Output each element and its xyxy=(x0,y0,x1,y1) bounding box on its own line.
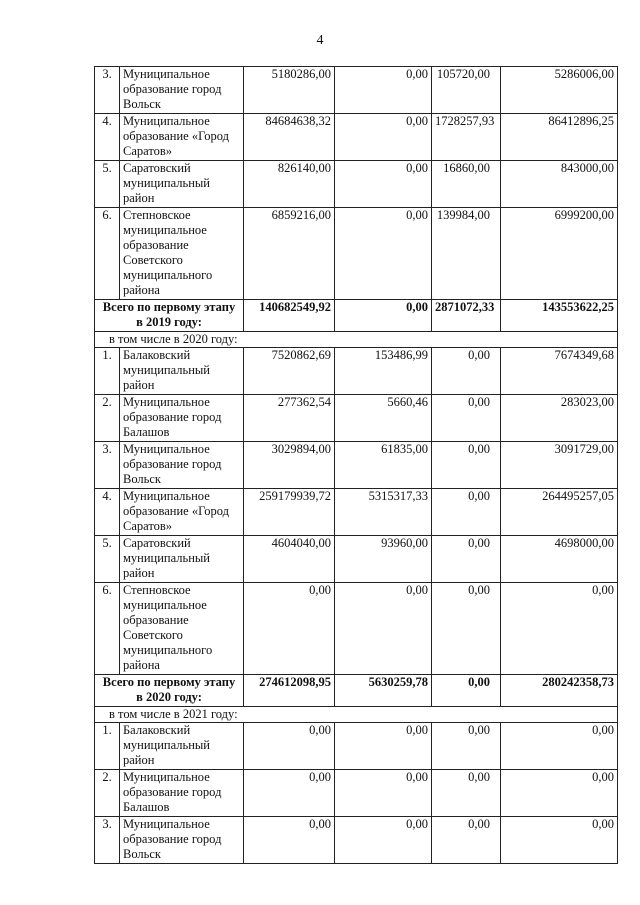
value-col-1: 7520862,69 xyxy=(244,348,335,395)
value-total: 0,00 xyxy=(501,583,618,675)
value-col-1: 4604040,00 xyxy=(244,536,335,583)
year-subheading-row xyxy=(95,707,618,723)
row-number: 3. xyxy=(95,442,120,489)
year-subheading: в том числе в 2020 году: xyxy=(95,332,618,348)
municipality-name: Саратовский муниципальный район xyxy=(120,536,244,583)
value-col-2: 0,00 xyxy=(335,67,432,114)
value-total: 4698000,00 xyxy=(501,536,618,583)
table-row xyxy=(95,208,618,300)
municipality-name: Степновское муниципальное образование Советского муниципального района xyxy=(120,208,244,300)
value-col-3: 0,00 xyxy=(432,395,501,442)
municipality-name: Муниципальное образование город Балашов xyxy=(120,770,244,817)
total-value-col-3: 2871072,33 xyxy=(432,300,501,332)
table-row xyxy=(95,817,618,864)
municipality-name: Саратовский муниципальный район xyxy=(120,161,244,208)
value-col-2: 0,00 xyxy=(335,770,432,817)
table-row xyxy=(95,489,618,536)
table-row xyxy=(95,442,618,489)
total-value-col-2: 0,00 xyxy=(335,300,432,332)
value-col-1: 259179939,72 xyxy=(244,489,335,536)
value-col-1: 3029894,00 xyxy=(244,442,335,489)
value-total: 7674349,68 xyxy=(501,348,618,395)
value-col-1: 826140,00 xyxy=(244,161,335,208)
municipality-name: Балаковский муниципальный район xyxy=(120,348,244,395)
value-total: 0,00 xyxy=(501,817,618,864)
row-number: 6. xyxy=(95,208,120,300)
funding-table-body xyxy=(95,67,618,864)
total-value-sum: 280242358,73 xyxy=(501,675,618,707)
value-col-2: 93960,00 xyxy=(335,536,432,583)
value-col-1: 6859216,00 xyxy=(244,208,335,300)
value-col-1: 84684638,32 xyxy=(244,114,335,161)
value-col-3: 0,00 xyxy=(432,442,501,489)
value-col-2: 61835,00 xyxy=(335,442,432,489)
value-col-3: 0,00 xyxy=(432,536,501,583)
row-number: 2. xyxy=(95,395,120,442)
municipality-name: Муниципальное образование город Вольск xyxy=(120,67,244,114)
table-row xyxy=(95,114,618,161)
row-number: 1. xyxy=(95,348,120,395)
row-number: 3. xyxy=(95,67,120,114)
value-col-1: 5180286,00 xyxy=(244,67,335,114)
value-total: 0,00 xyxy=(501,770,618,817)
municipality-name: Муниципальное образование «Город Саратов» xyxy=(120,114,244,161)
value-col-3: 0,00 xyxy=(432,489,501,536)
table-row xyxy=(95,536,618,583)
value-total: 264495257,05 xyxy=(501,489,618,536)
table-row xyxy=(95,723,618,770)
table-row xyxy=(95,395,618,442)
table-row xyxy=(95,770,618,817)
value-col-1: 0,00 xyxy=(244,817,335,864)
municipality-name: Степновское муниципальное образование Советского муниципального района xyxy=(120,583,244,675)
table-row xyxy=(95,161,618,208)
value-total: 283023,00 xyxy=(501,395,618,442)
row-number: 5. xyxy=(95,161,120,208)
total-row xyxy=(95,300,618,332)
total-value-col-1: 140682549,92 xyxy=(244,300,335,332)
value-col-1: 0,00 xyxy=(244,583,335,675)
value-col-1: 277362,54 xyxy=(244,395,335,442)
municipality-name: Муниципальное образование «Город Саратов» xyxy=(120,489,244,536)
value-col-3: 139984,00 xyxy=(432,208,501,300)
row-number: 2. xyxy=(95,770,120,817)
value-total: 5286006,00 xyxy=(501,67,618,114)
value-total: 6999200,00 xyxy=(501,208,618,300)
row-number: 1. xyxy=(95,723,120,770)
value-col-1: 0,00 xyxy=(244,723,335,770)
value-col-2: 0,00 xyxy=(335,583,432,675)
row-number: 3. xyxy=(95,817,120,864)
municipality-name: Муниципальное образование город Балашов xyxy=(120,395,244,442)
total-label: Всего по первому этапу в 2019 году: xyxy=(95,300,244,332)
municipality-name: Муниципальное образование город Вольск xyxy=(120,442,244,489)
value-total: 0,00 xyxy=(501,723,618,770)
value-col-1: 0,00 xyxy=(244,770,335,817)
value-col-3: 0,00 xyxy=(432,583,501,675)
table-row xyxy=(95,583,618,675)
page-number: 4 xyxy=(316,33,324,48)
value-col-2: 5660,46 xyxy=(335,395,432,442)
total-value-col-2: 5630259,78 xyxy=(335,675,432,707)
row-number: 6. xyxy=(95,583,120,675)
value-col-2: 0,00 xyxy=(335,723,432,770)
value-col-3: 16860,00 xyxy=(432,161,501,208)
total-row xyxy=(95,675,618,707)
value-col-2: 5315317,33 xyxy=(335,489,432,536)
row-number: 4. xyxy=(95,489,120,536)
total-label: Всего по первому этапу в 2020 году: xyxy=(95,675,244,707)
table-row xyxy=(95,67,618,114)
municipality-name: Балаковский муниципальный район xyxy=(120,723,244,770)
total-value-col-1: 274612098,95 xyxy=(244,675,335,707)
row-number: 5. xyxy=(95,536,120,583)
value-col-3: 0,00 xyxy=(432,770,501,817)
municipality-name: Муниципальное образование город Вольск xyxy=(120,817,244,864)
value-total: 86412896,25 xyxy=(501,114,618,161)
value-col-2: 0,00 xyxy=(335,114,432,161)
funding-table xyxy=(94,66,618,864)
table-row xyxy=(95,348,618,395)
row-number: 4. xyxy=(95,114,120,161)
value-col-2: 0,00 xyxy=(335,208,432,300)
value-col-3: 0,00 xyxy=(432,723,501,770)
value-col-3: 0,00 xyxy=(432,817,501,864)
year-subheading: в том числе в 2021 году: xyxy=(95,707,618,723)
value-col-3: 0,00 xyxy=(432,348,501,395)
value-col-3: 105720,00 xyxy=(432,67,501,114)
year-subheading-row xyxy=(95,332,618,348)
total-value-sum: 143553622,25 xyxy=(501,300,618,332)
total-value-col-3: 0,00 xyxy=(432,675,501,707)
value-total: 3091729,00 xyxy=(501,442,618,489)
value-col-2: 153486,99 xyxy=(335,348,432,395)
value-col-2: 0,00 xyxy=(335,817,432,864)
value-total: 843000,00 xyxy=(501,161,618,208)
value-col-2: 0,00 xyxy=(335,161,432,208)
value-col-3: 1728257,93 xyxy=(432,114,501,161)
